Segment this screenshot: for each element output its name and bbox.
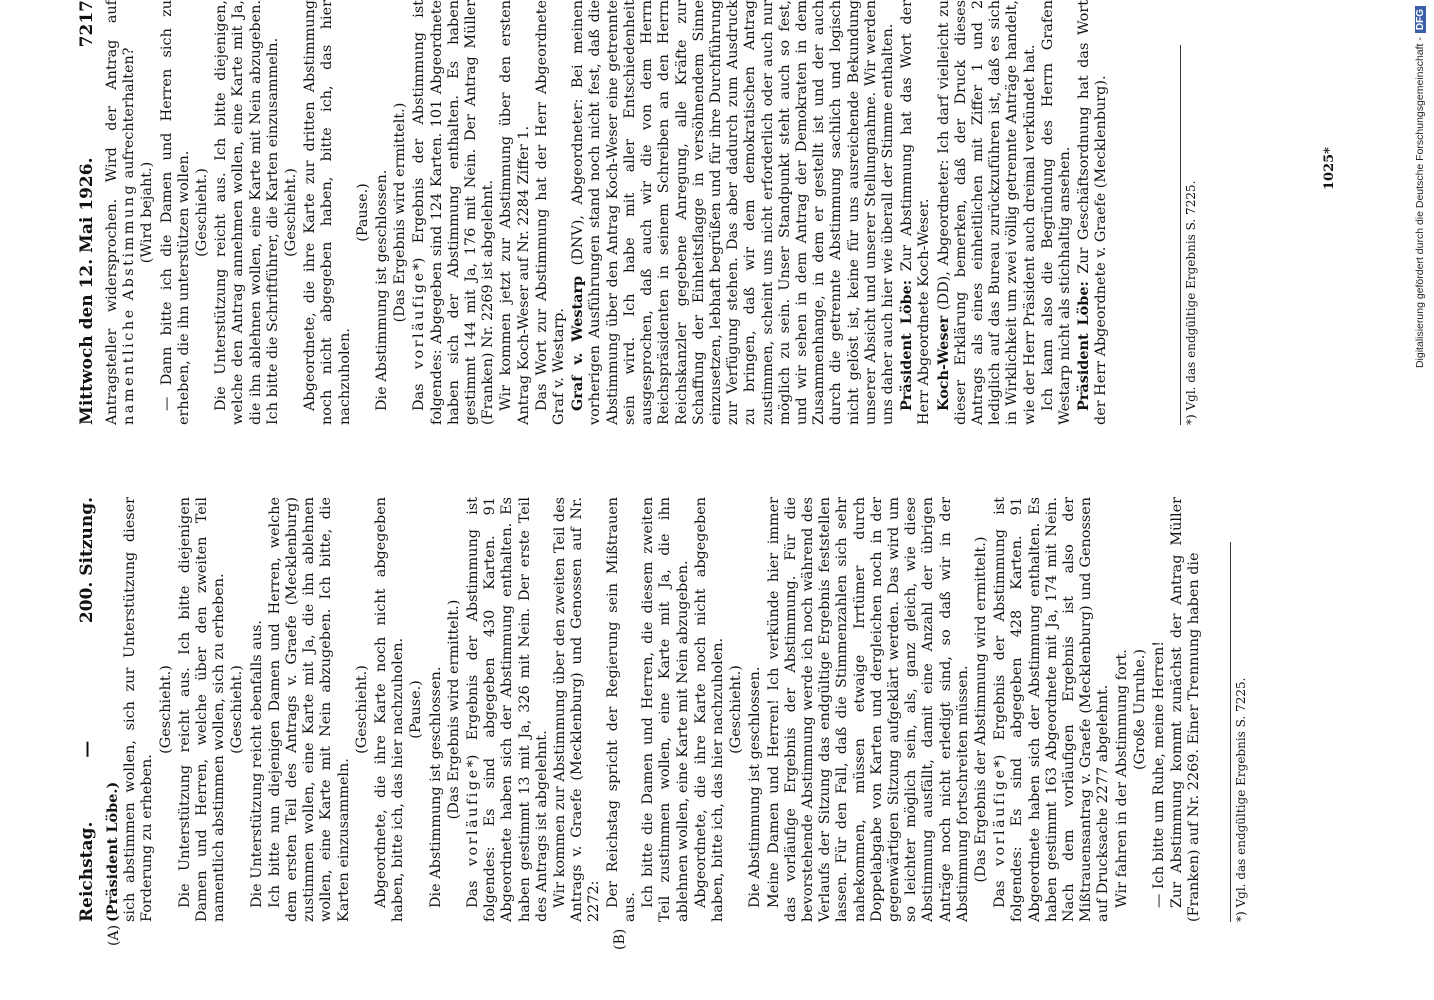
stage-direction: (Das Ergebnis wird ermittelt.) xyxy=(445,599,462,820)
paragraph: Das Wort zur Abstimmung hat der Herr Abgeordnete Graf v. Westarp. xyxy=(533,0,568,425)
speech-text: Zur Geschäftsordnung hat das Wort der Herr Abgeordnete v. Graefe (Mecklenburg). xyxy=(1076,0,1110,425)
speaker-name: Präsident Löbe: xyxy=(1075,281,1093,411)
footnote-right: *) Vgl. das endgültige Ergebnis S. 7225. xyxy=(1180,45,1198,425)
paragraph: Die Unterstützung reicht aus. Ich bitte diejenigen Damen und Herren, welche über den zweiten Teil namentlich abstimmen wollen, sich zu erheben. xyxy=(176,497,228,922)
speech-text: Zur Abstimmung hat das Wort der Herr Abgeordnete Koch-Weser. xyxy=(899,0,933,425)
paragraph: Abgeordnete, die ihre Karte noch nicht abgegeben haben, bitte ich, das hier nachzuholen. xyxy=(373,497,407,922)
stage-direction: (Wird bejaht.) xyxy=(139,161,156,264)
speaker-party: (DNV), Abgeordneter: xyxy=(570,98,587,266)
dfg-credit xyxy=(1414,6,1426,996)
header-session: 200. Sitzung. xyxy=(77,497,97,624)
paragraph: Ich kann also die Begründung des Herrn Grafen Westarp nicht als stichhaltig ansehen. xyxy=(1039,0,1073,425)
stage-direction: (Geschieht.) xyxy=(353,665,370,754)
paragraph: Ich bitte nun diejenigen Damen und Herren, welche dem ersten Teil des Antrags v. Graefe (Mecklenburg) zustimmen wollen, eine Karte mit Ja, die ihn ablehnen wollen, eine Karte mit Nein abzugeben. Ich bitte, die Karten einzusammeln. xyxy=(266,497,352,922)
result-paragraph xyxy=(992,497,1112,922)
result-text: *) Ergebnis der Abstimmung ist folgendes: Abgegeben sind 124 Karten. 101 Abgeordnete haben sich der Abstimmung enthalten. Es haben gestimmt 144 mit Ja, 176 mit Nein. Der Antrag Müller (Franken) Nr. 2269 ist abgelehnt. xyxy=(411,0,497,425)
dfg-logo-icon: DFG xyxy=(1415,6,1426,33)
stage-direction: (Große Unruhe.) xyxy=(1131,649,1148,770)
speaker-name: Koch-Weser xyxy=(934,315,952,411)
paragraph xyxy=(104,0,138,425)
speaker-label: (Präsident Löbe.) xyxy=(104,781,121,922)
stage-direction: (Das Ergebnis der Abstimmung wird ermittelt.) xyxy=(972,536,989,883)
paragraph: Wir kommen jetzt zur Abstimmung über den ersten Antrag Koch-Weser auf Nr. 2284 Ziffer 1. xyxy=(498,0,532,425)
speaker-name: Graf v. Westarp xyxy=(569,275,587,411)
spaced-emphasis: vorläufige xyxy=(992,767,1009,867)
stage-direction: (Geschieht.) xyxy=(194,168,211,257)
stage-direction: (Pause.) xyxy=(354,183,371,242)
text-column-right xyxy=(104,0,1215,425)
spaced-emphasis: vorläufige xyxy=(465,767,482,867)
speaker-name: Präsident Löbe: xyxy=(898,279,916,411)
stage-direction: (Geschieht.) xyxy=(157,665,174,754)
spaced-emphasis: vorläufige xyxy=(411,270,428,370)
motion-quote: Der Reichstag spricht der Regierung sein Mißtrauen aus. xyxy=(604,497,638,922)
stage-direction: (Geschieht.) xyxy=(283,168,300,257)
result-text: *) Ergebnis der Abstimmung ist folgendes: Es sind abgegeben 428 Karten. 91 Abgeordnete haben sich der Abstimmung enthalten. Es haben gestimmt 163 Abgeordnete mit Ja, 174 mit Nein. Nach dem vorläufigen Ergebnis ist also der Mißtrauensantrag v. Graefe (Mecklenburg) und Genossen auf Drucksache 2277 abgelehnt. xyxy=(992,497,1112,922)
header-dash: — xyxy=(77,740,97,758)
paragraph: Die Unterstützung reicht aus. Ich bitte diejenigen, welche den Antrag annehmen wollen, eine Karte mit Ja, die ihn ablehnen wollen, eine Karte mit Nein abzugeben. Ich bitte die Schriftführer, die Karten einzusammeln. xyxy=(213,0,281,425)
paragraph: Die Abstimmung ist geschlossen. xyxy=(747,666,764,908)
speech-text: Bei meinen vorherigen Ausführungen stand noch nicht fest, daß die Abstimmung über den Antrag Koch-Weser eine getrennte sein wird. Ich habe mit aller Entschiedenheit ausgesprochen, daß auch wir die von dem Herrn Reichspräsidenten in seinem Schreiben an den Herrn Reichskanzler gegebene Anregung, alle Kräfte zur Schaffung der Einheitsflagge in versöhnendem Sinne einzusetzen, lebhaft begrüßen und für ihre Durchführung zur Verfügung stehen. Das aber dadurch zum Ausdruck zu bringen, daß wir dem demokratischen Antrag zustimmen, scheint uns nicht erforderlich oder auch nur möglich zu sein. Unser Standpunkt steht auch so fest, und wir sehen in dem Antrag der Demokraten in dem Zusammenhange, in dem er gestellt ist und der auch durch die getrennte Abstimmung sachlich und logisch nicht gelöst ist, keine für uns ausreichende Bekundung unserer Absicht und unserer Stellungnahme. Wir werden uns daher auch hier wie überall der Stimme enthalten. xyxy=(570,0,896,425)
speech-paragraph xyxy=(569,0,897,425)
result-lead: Das xyxy=(411,383,428,411)
speech-paragraph xyxy=(1075,0,1110,425)
footnote-left: *) Vgl. das endgültige Ergebnis S. 7225. xyxy=(1230,542,1248,922)
paragraph: Wir fahren in der Abstimmung fort. xyxy=(1113,649,1130,908)
paragraph: Zur Abstimmung kommt zunächst der Antrag Müller (Franken) auf Nr. 2269. Einer Trennung haben die xyxy=(1169,497,1203,922)
paragraph: sich abstimmen wollen, sich zur Unterstützung dieser Forderung zu erheben. xyxy=(122,497,156,922)
paragraph: Wir kommen zur Abstimmung über den zweiten Teil des Antrags v. Graefe (Mecklenburg) und Genossen auf Nr. 2272: xyxy=(552,497,603,922)
speech-text: Ich darf vielleicht zu dieser Erklärung bemerken, daß der Druck dieses Antrags als eines einheitlichen mit Ziffer 1 und 2 lediglich auf das Bureau zurückzuführen ist, daß es sich in Wirklichkeit um zwei völlig getrennte Anträge handelt, wie der Herr Präsident auch dreimal verkündet hat. xyxy=(935,0,1038,425)
margin-marker-b: (B) xyxy=(612,928,628,950)
stage-direction: (Geschieht.) xyxy=(728,665,745,754)
stage-direction: (Pause.) xyxy=(408,680,425,739)
paragraph: Die Abstimmung ist geschlossen. xyxy=(374,169,391,411)
stage-direction: (Das Ergebnis wird ermittelt.) xyxy=(392,102,409,323)
stage-direction: (Geschieht.) xyxy=(229,665,246,754)
result-paragraph xyxy=(411,0,497,425)
result-text: *) Ergebnis der Abstimmung ist folgendes: Es sind abgegeben 430 Karten. 91 Abgeordnete haben sich der Abstimmung enthalten. Es haben gestimmt 13 mit Ja, 326 mit Nein. Der erste Teil des Antrags ist abgelehnt. xyxy=(465,497,550,922)
result-lead: Das xyxy=(465,880,482,908)
paragraph: Abgeordnete, die ihre Karte zur dritten Abstimmung noch nicht abgegeben haben, bitte ich, das hier nachzuholen. xyxy=(302,0,353,425)
paragraph: Abgeordnete, die ihre Karte noch nicht abgegeben haben, bitte ich, das hier nachzuholen. xyxy=(692,497,726,922)
running-header-left xyxy=(77,497,97,922)
paragraph: Ich bitte die Damen und Herren, die diesem zweiten Teil zustimmen wollen, eine Karte mit Ja, die ihn ablehnen wollen, eine Karte mit Nein abzugeben. xyxy=(640,497,691,922)
dfg-credit-text: Digitalisierung gefördert durch die Deutsche Forschungsgemeinschaft - xyxy=(1414,37,1426,369)
paragraph: — Dann bitte ich die Damen und Herren sich zu erheben, die ihn unterstützen wollen. xyxy=(158,0,192,425)
dfg-credit-strip xyxy=(1414,6,1432,996)
signature-mark: 1025* xyxy=(1322,147,1337,190)
paragraph: Die Abstimmung ist geschlossen. xyxy=(427,666,444,908)
result-lead: Das xyxy=(992,880,1009,908)
paragraph: — Ich bitte um Ruhe, meine Herren! xyxy=(1150,640,1167,908)
page-number: 7217 xyxy=(77,0,97,48)
running-header-right xyxy=(77,0,97,425)
paragraph: Die Unterstützung reicht ebenfalls aus. xyxy=(248,619,265,908)
header-date: Mittwoch den 12. Mai 1926. xyxy=(77,157,97,425)
speech-paragraph xyxy=(935,0,1039,425)
header-title: Reichstag. xyxy=(77,821,97,922)
text-column-left xyxy=(104,497,1215,922)
spaced-emphasis: namentliche Abstimmung xyxy=(121,182,138,425)
paragraph: Meine Damen und Herren! Ich verkünde hier immer das vorläufige Ergebnis der Abstimmung. Für die bevorstehende Abstimmung werde ich noch während des Verlaufs der Sitzung das endgültige Ergebnis feststellen lassen. Für den Fall, daß die Stimmenzahlen sich sehr nahekommen, müssen etwaige Irrtümer durch Doppelabgabe von Karten und dergleichen noch in der gegenwärtigen Sitzung aufgeklärt werden. Das wird um so leichter möglich sein, als, ganz gleich, wie diese Abstimmung ausfällt, damit eine Anzahl der übrigen Anträge noch nicht erledigt sind, so daß wir in der Abstimmung fortschreiten müssen. xyxy=(765,497,971,922)
paragraph-text: Antragsteller widersprochen. Wird der Antrag auf xyxy=(104,0,120,425)
speaker-party: (DD), Abgeordneter: xyxy=(935,159,952,311)
result-paragraph xyxy=(465,497,551,922)
paragraph-text: aufrechterhalten? xyxy=(121,47,138,179)
margin-marker-a: (A) xyxy=(106,924,122,946)
speech-paragraph xyxy=(898,0,933,425)
